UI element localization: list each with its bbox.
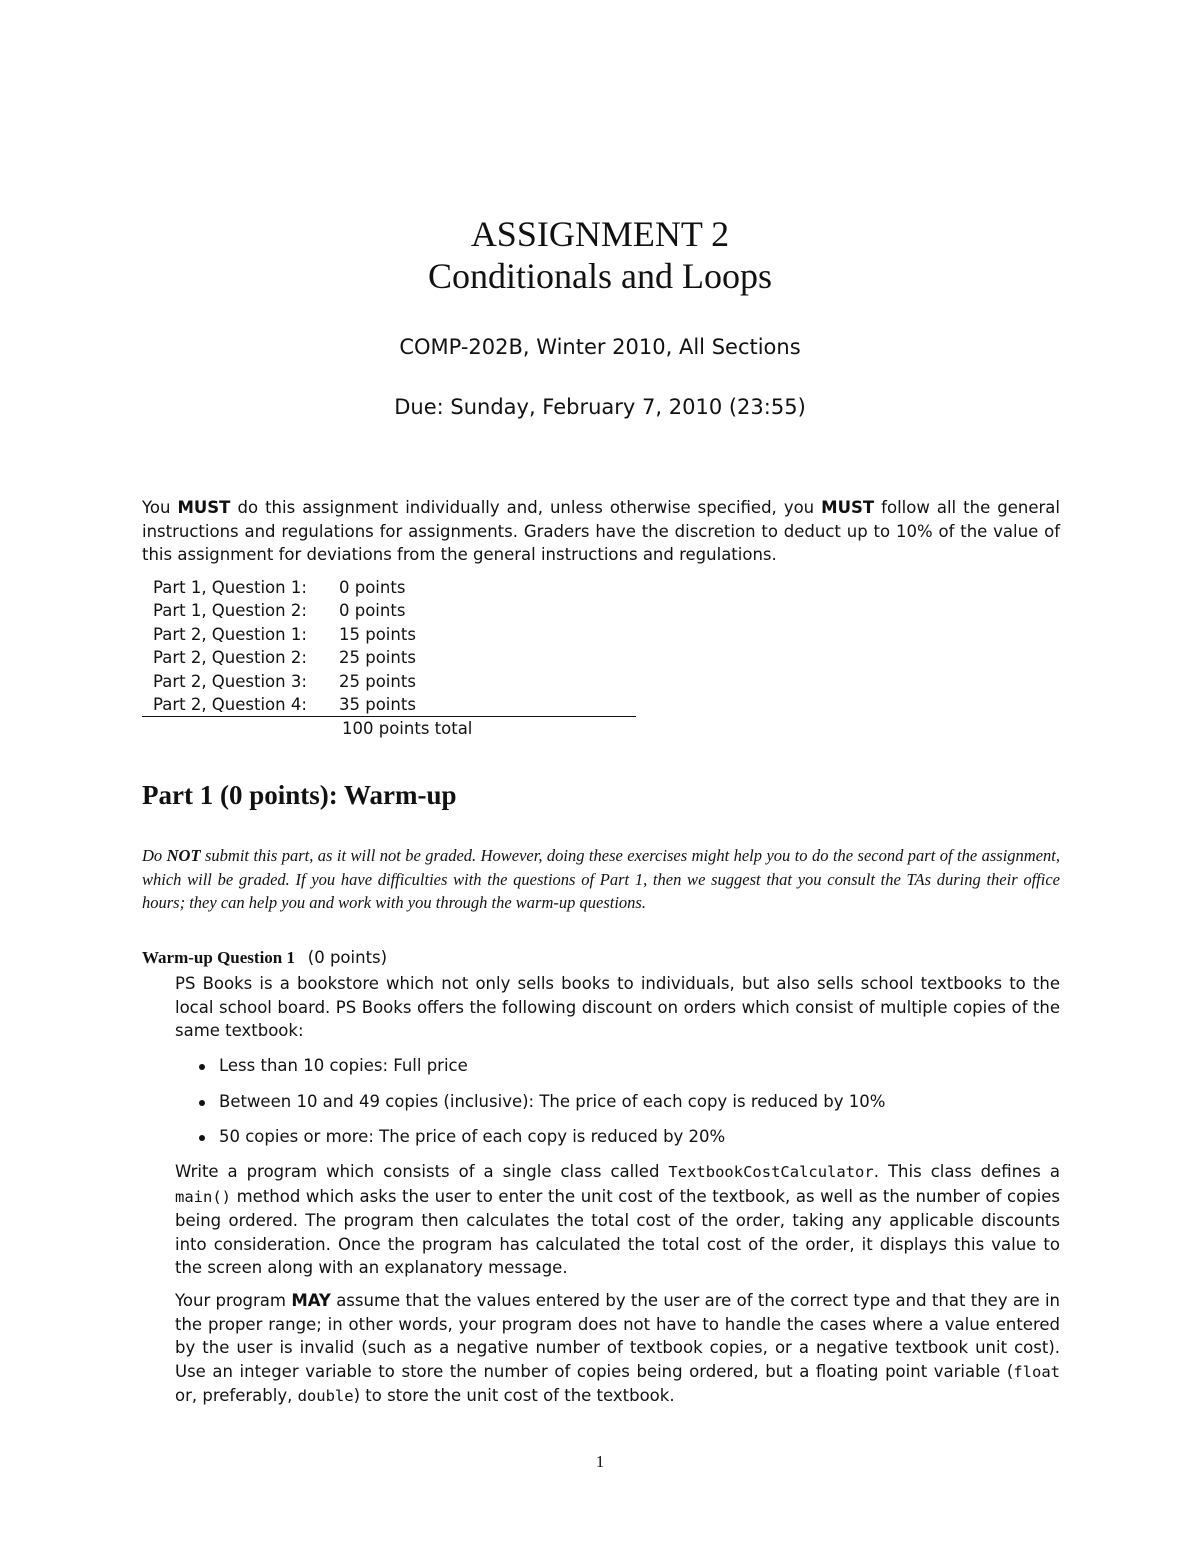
points-row-label: Part 2, Question 3: <box>153 671 307 691</box>
program-text-1: Write a program which consists of a single class called <box>175 1162 669 1181</box>
intro-text-1: You <box>142 498 178 517</box>
bullet-icon <box>199 1064 205 1070</box>
intro-text-2: do this assignment individually and, unless otherwise specified, you <box>230 498 822 517</box>
points-row-value: 25 points <box>339 671 416 691</box>
program-text-2: . This class defines a <box>873 1162 1060 1181</box>
points-row <box>142 693 636 717</box>
points-row-value: 0 points <box>339 601 406 621</box>
points-row-value: 35 points <box>339 693 636 717</box>
bullet-icon <box>199 1100 205 1106</box>
main-method-code: main() <box>175 1187 231 1206</box>
intro-must-2: MUST <box>821 498 875 517</box>
assumptions-text-2: assume that the values entered by the user are of the correct type and that they are in the proper range; in other words, your program does not have to handle the cases where a value entered by the user is invalid (such as a negative number of textbook copies, or a negative textbook unit cost). Use an integer variable to store the number of copies being ordered, but a floating point variable ( <box>175 1291 1060 1381</box>
list-item-text: 50 copies or more: The price of each copy is reduced by 20% <box>219 1127 726 1146</box>
part1-heading: Part 1 (0 points): Warm-up <box>142 780 457 810</box>
warmup-note-text-1: Do <box>142 846 167 865</box>
list-item-text: Between 10 and 49 copies (inclusive): The price of each copy is reduced by 10% <box>219 1091 886 1111</box>
points-row-value: 0 points <box>339 578 406 597</box>
assumptions-text-1: Your program <box>175 1291 292 1310</box>
double-code: double <box>297 1387 354 1405</box>
warmup-q1-title: Warm-up Question 1 <box>142 948 296 967</box>
points-row-value: 25 points <box>339 648 416 668</box>
list-item <box>197 1054 885 1090</box>
intro-text-3: follow all the general instructions and regulations for assignments. Graders have the discretion to deduct up to 10% of the value of this assignment for deviations from the general instructions and regulations. <box>142 498 1060 564</box>
points-row <box>142 576 636 599</box>
points-row-label: Part 1, Question 2: <box>153 601 307 621</box>
points-row-label: Part 2, Question 1: <box>153 624 307 644</box>
program-text-3: method which asks the user to enter the unit cost of the textbook, as well as the number of copies being ordered. The program then calculates the total cost of the order, taking any applicable discounts into consideration. Once the program has calculated the total cost of the order, it displays this value to the screen along with an explanatory message. <box>175 1186 1060 1277</box>
float-code: float <box>1013 1362 1060 1381</box>
points-row-label: Part 1, Question 1: <box>153 578 307 597</box>
assumptions-paragraph <box>175 1289 1060 1409</box>
points-total: 100 points total <box>342 719 473 738</box>
points-table <box>142 576 636 717</box>
course-line: COMP-202B, Winter 2010, All Sections <box>399 335 801 359</box>
warmup-note <box>142 844 1060 915</box>
points-row-value: 15 points <box>339 624 416 644</box>
warmup-q1-heading <box>142 948 387 968</box>
points-row-label: Part 2, Question 4: <box>142 693 339 717</box>
points-row <box>142 599 636 622</box>
list-item <box>197 1090 885 1126</box>
list-item <box>197 1125 885 1161</box>
assumptions-may: MAY <box>291 1291 331 1310</box>
assumptions-text-4: ) to store the unit cost of the textbook. <box>353 1386 675 1405</box>
points-row <box>142 670 636 693</box>
list-item-text: Less than 10 copies: Full price <box>219 1056 468 1075</box>
warmup-note-not: NOT <box>166 846 201 865</box>
page-number: 1 <box>595 1452 605 1471</box>
class-name-code: TextbookCostCalculator <box>668 1163 874 1181</box>
assignment-subtitle: Conditionals and Loops <box>428 256 772 296</box>
points-row-label: Part 2, Question 2: <box>153 648 307 668</box>
intro-must-1: MUST <box>177 498 231 517</box>
bullet-icon <box>199 1135 205 1141</box>
due-date: Due: Sunday, February 7, 2010 (23:55) <box>394 395 806 419</box>
assumptions-text-3: or, preferably, <box>175 1386 298 1405</box>
intro-paragraph <box>142 496 1060 567</box>
discount-list <box>197 1054 885 1161</box>
warmup-q1-points: (0 points) <box>307 948 388 967</box>
warmup-q1-body: PS Books is a bookstore which not only sells books to individuals, but also sells school textbooks to the local school board. PS Books offers the following discount on orders which consist of multiple copies of the same textbook: <box>175 974 1060 1040</box>
points-row <box>142 623 636 646</box>
program-description <box>175 1160 1060 1280</box>
points-row <box>142 646 636 669</box>
assignment-title: ASSIGNMENT 2 <box>470 214 730 254</box>
warmup-note-text-2: submit this part, as it will not be graded. However, doing these exercises might help you to do the second part of the assignment, which will be graded. If you have difficulties with the questions of Part 1, then we suggest that you consult the TAs during their office hours; they can help you and work with you through the warm-up questions. <box>142 846 1061 912</box>
